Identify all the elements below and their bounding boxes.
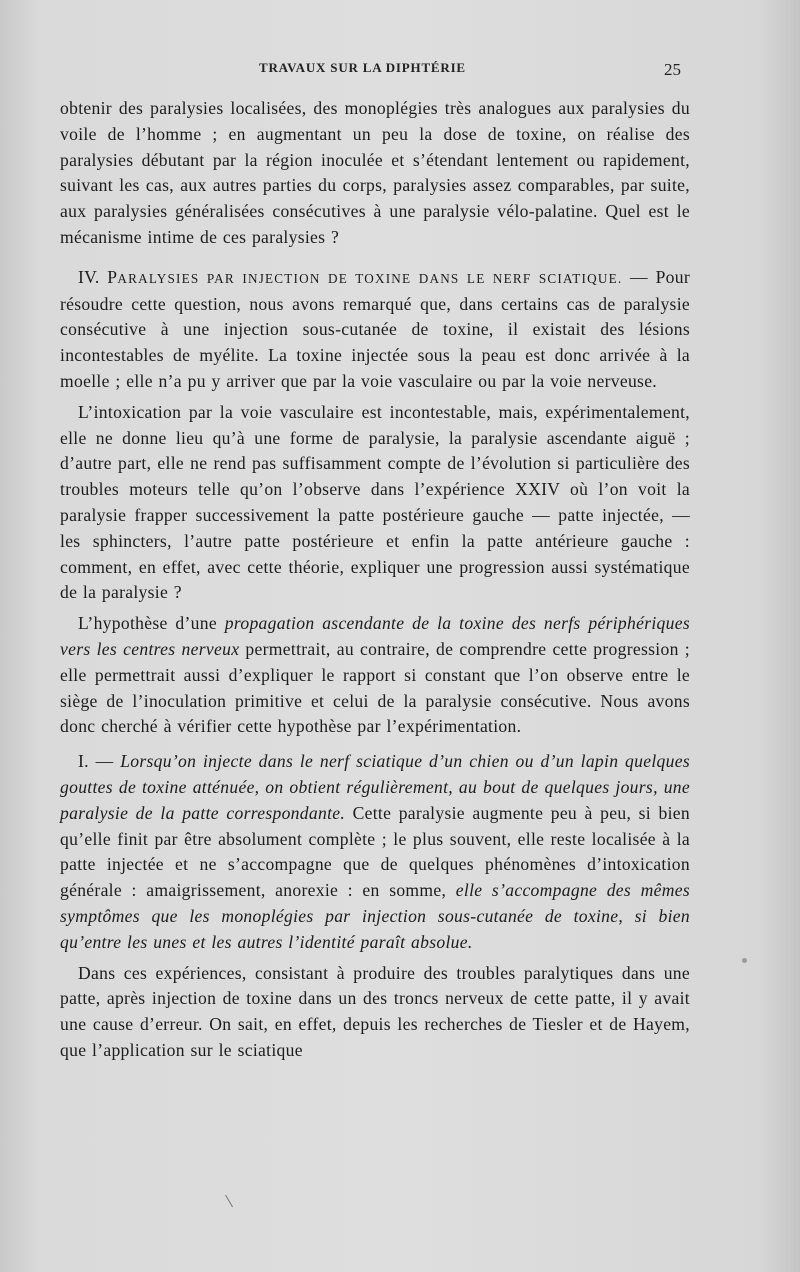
paragraph-experiment-i [60, 749, 690, 955]
paragraph-hypothesis [60, 611, 690, 740]
experiment-italic-1: Lorsqu’on injecte dans le nerf sciatique d’un chien ou d’un lapin quelques gouttes de toxine atténuée, on obtient régulièrement, au bout de quelques jours, une paralysie de la patte correspondante. [60, 751, 690, 823]
section-body: Pour résoudre cette question, nous avons remarqué que, dans certains cas de paralysie consécutive à une injection sous-cutanée de toxine, il existait des lésions incontestables de myélite. La toxine injectée sous la peau est donc arrivée à la moelle ; elle n’a pu y arriver que par la voie vasculaire ou par la voie nerveuse. [60, 266, 691, 391]
section-number: IV. [78, 266, 108, 287]
hypothesis-italic: propagation ascendante de la toxine des nerfs périphériques vers les centres nerveux [60, 613, 690, 659]
section-heading: ARALYSIES PAR INJECTION DE TOXINE DANS LE NERF SCIATIQUE. [117, 270, 623, 286]
scan-mark [225, 1191, 240, 1208]
paragraph-error-cause: Dans ces expériences, consistant à produire des troubles paralytiques dans une patte, après injection de toxine dans un des troncs nerveux de cette patte, il y avait une cause d’erreur. On sait, en effet, depuis les recherches de Tiesler et de Hayem, que l’application sur le sciatique [60, 962, 690, 1060]
heading-dash: — [622, 266, 656, 287]
experiment-middle: Cette paralysie augmente peu à peu, si bien qu’elle finit par être absolument complète ; le plus souvent, elle reste localisée à la patte injectée et ne s’accompagne que de quelques phénomènes d’intoxication générale : amaigrissement, anorexie : en somme, [60, 802, 690, 901]
running-header: TRAVAUX SUR LA DIPHTÉRIE [259, 60, 466, 75]
hypothesis-start: L’hypothèse d’une [78, 613, 225, 634]
page-number: 25 [664, 60, 681, 79]
paragraph-intoxication: L’intoxication par la voie vasculaire est incontestable, mais, expérimentalement, elle ne donne lieu qu’à une forme de paralysie, la paralysie ascendante aiguë ; d’autre part, elle ne rend pas suffisamment compte de l’évolution si particulière des troubles moteurs telle qu’on l’observe dans l’expérience XXIV où l’on voit la paralysie frapper successivement la patte postérieure gauche — patte injectée, — les sphincters, l’autre patte postérieure et enfin la patte antérieure gauche : comment, en effet, avec cette théorie, expliquer une progression aussi systématique de la paralysie ? [60, 401, 690, 603]
experiment-italic-2: elle s’accompagne des mêmes symptômes que les monoplégies par injection sous-cutanée de toxine, si bien qu’entre les unes et les autres l’identité paraît absolue. [60, 880, 691, 952]
section-heading-initial: P [107, 266, 118, 287]
body-text [60, 96, 690, 1064]
experiment-number: I. — [78, 751, 121, 772]
hypothesis-end: permettrait, au contraire, de comprendre cette progression ; elle permettrait aussi d’expliquer le rapport si constant que l’on observe entre le siège de l’inoculation primitive et celui de la paralysie consécutive. Nous avons donc cherché à vérifier cette hypothèse par l’expérimentation. [60, 638, 690, 737]
scan-speck [742, 958, 747, 963]
paragraph-continuation: obtenir des paralysies localisées, des monoplégies très analogues aux paralysies du voile de l’homme ; en augmentant un peu la dose de toxine, on réalise des paralysies débutant par la région inoculée et s’étendant lentement ou rapidement, suivant les cas, aux autres parties du corps, paralysies assez comparables, par suite, aux paralysies généralisées consécutives à une paralysie vélo-palatine. Quel est le mécanisme intime de ces paralysies ? [60, 98, 690, 247]
section-iv-paragraph [60, 265, 690, 395]
